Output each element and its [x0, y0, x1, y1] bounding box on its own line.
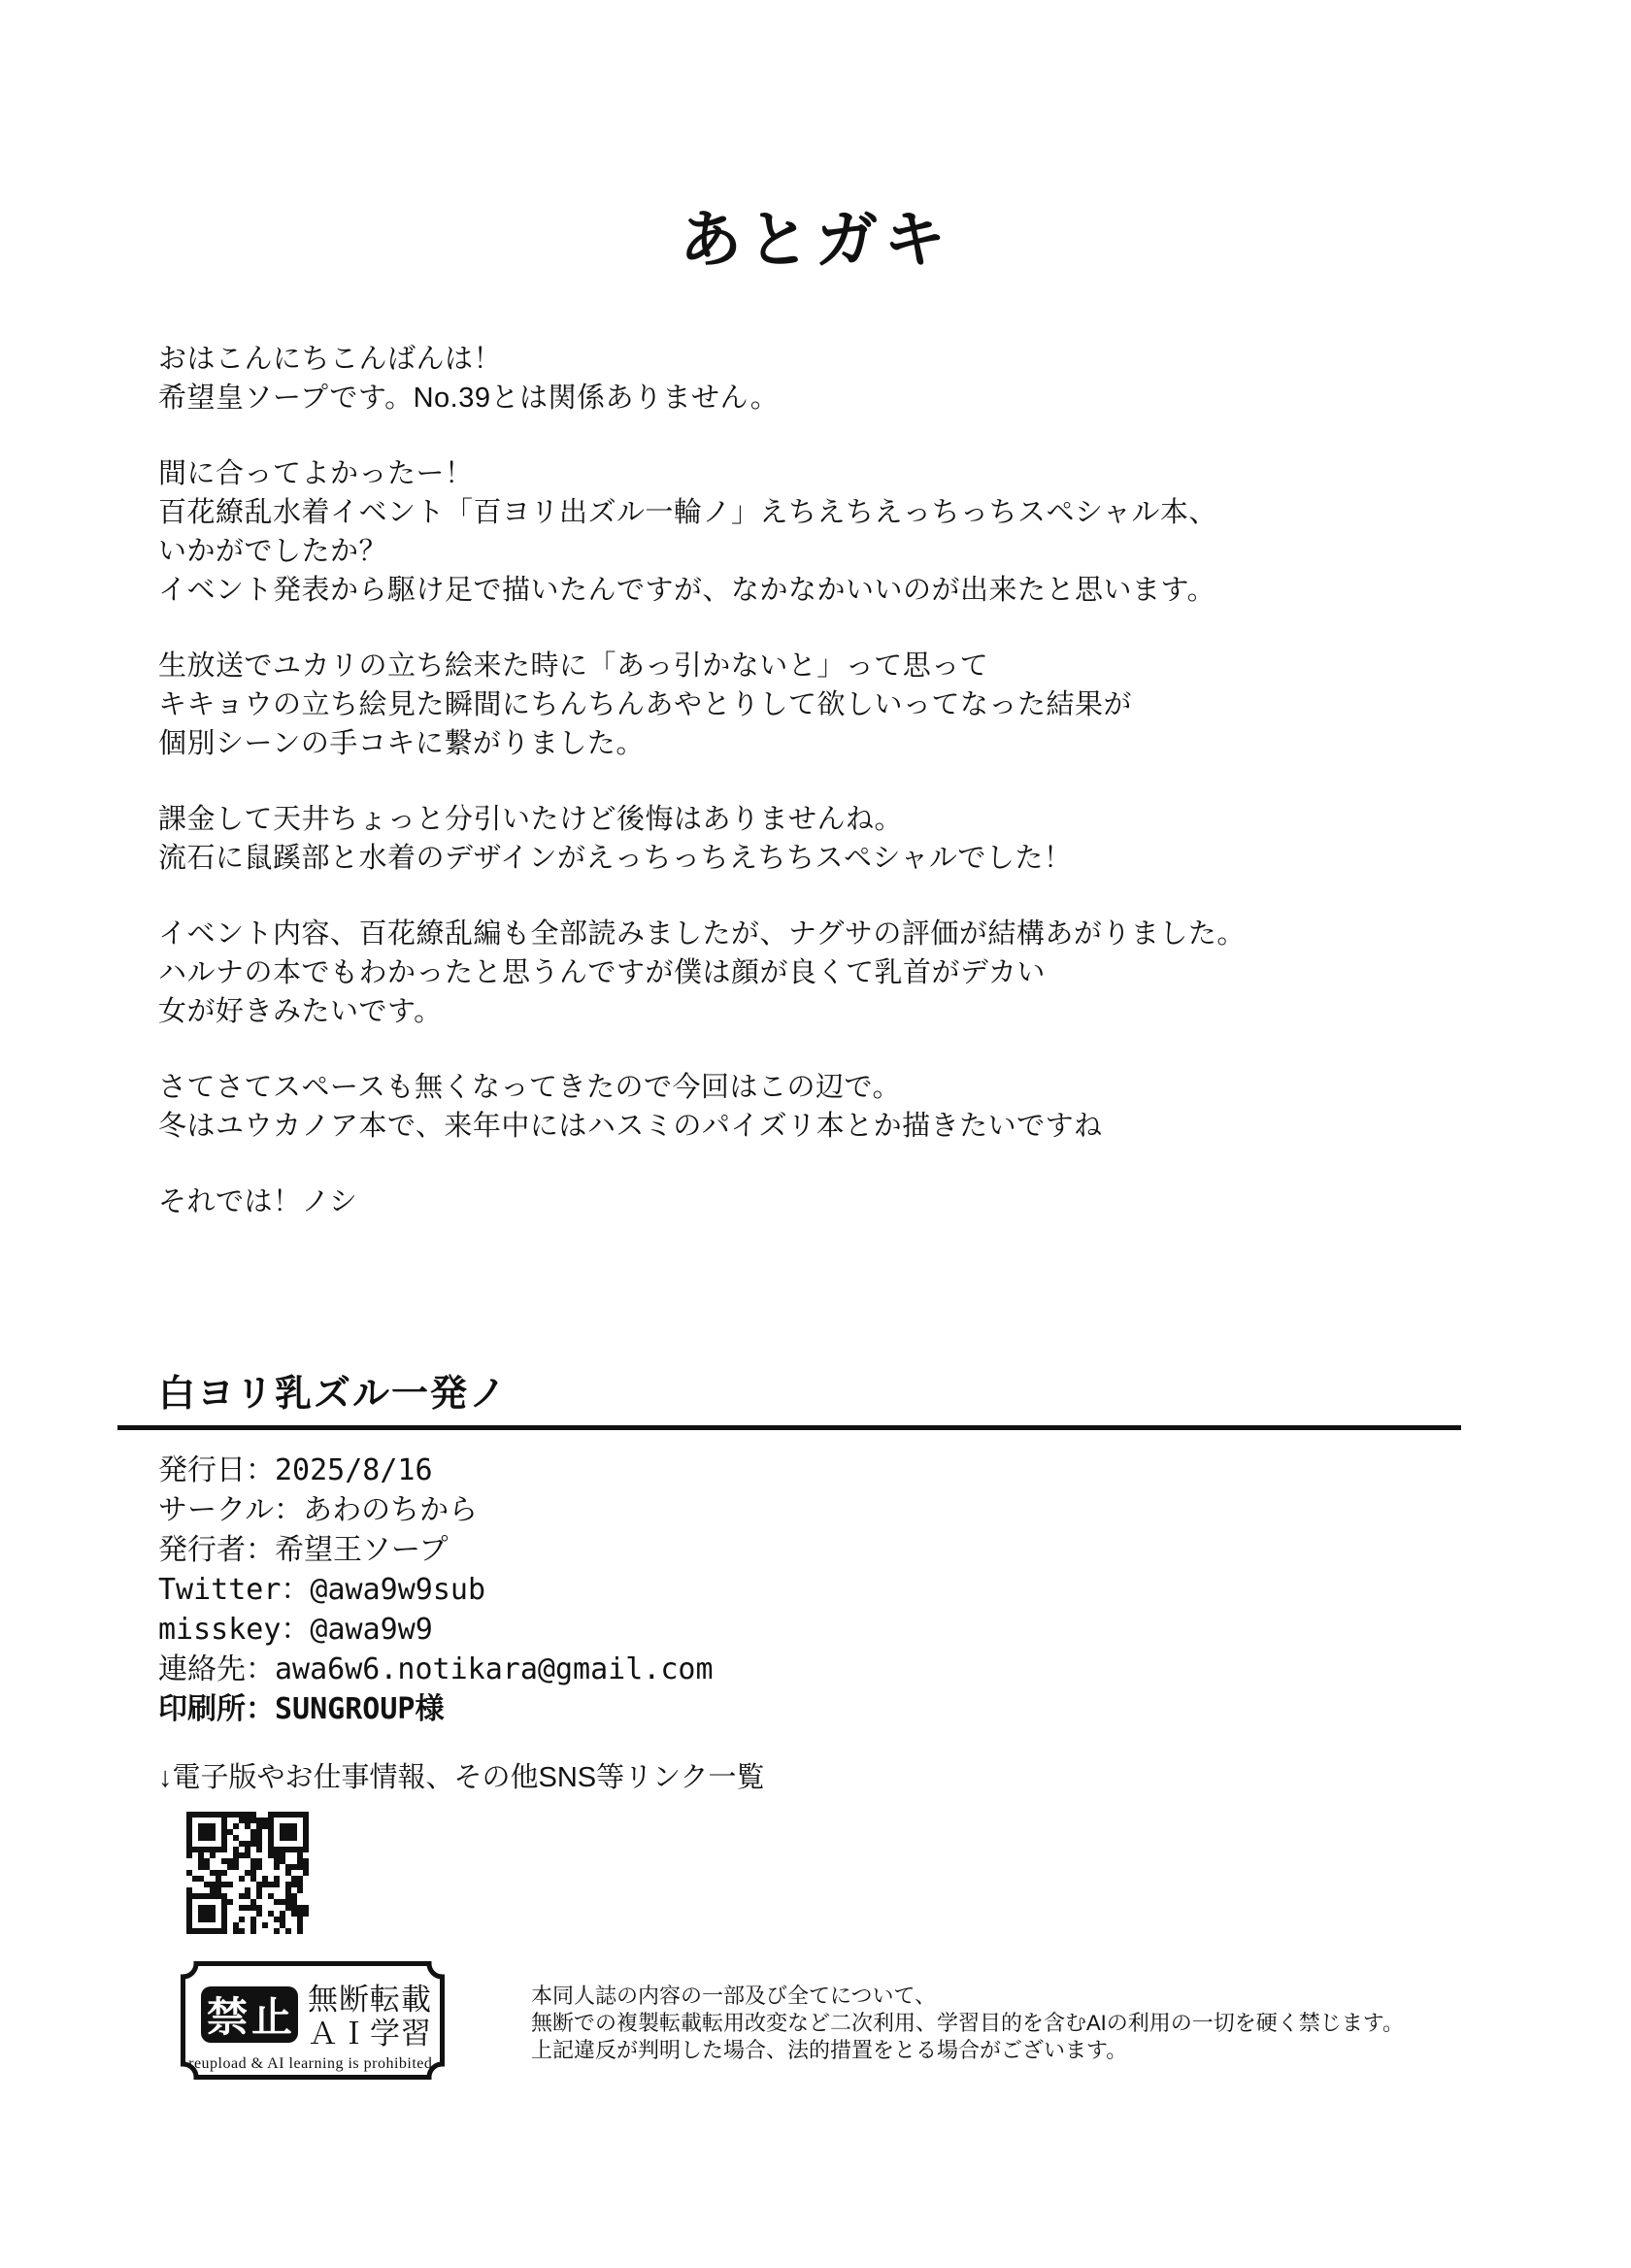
body-line: おはこんにちこんばんは！ — [158, 344, 503, 375]
disclaimer-line: 上記違反が判明した場合、法的措置をとる場合がございます。 — [531, 2038, 1128, 2062]
qr-code-icon — [186, 1812, 309, 1934]
body-line: いかがでしたか？ — [158, 536, 388, 567]
paragraph — [158, 800, 1537, 878]
stamp-text-line2: ＡＩ学習 — [308, 2017, 432, 2051]
paragraph — [158, 340, 1537, 417]
body-line: 冬はユウカノア本で、来年中にはハスミのパイズリ本とか描きたいですね — [158, 1111, 1103, 1142]
body-line: 百花繚乱水着イベント「百ヨリ出ズル一輪ノ」えちえちえっちっちスペシャル本、 — [158, 497, 1217, 528]
body-line: 生放送でユカリの立ち絵来た時に「あっ引かないと」って思って — [158, 650, 989, 682]
paragraph — [158, 454, 1537, 610]
paragraph — [158, 915, 1537, 1031]
body-line: さてさてスペースも無くなってきたので今回はこの辺で。 — [158, 1072, 901, 1103]
body-line: 女が好きみたいです。 — [158, 996, 443, 1027]
paragraph — [158, 647, 1537, 763]
paragraph — [158, 1068, 1537, 1146]
links-note: ↓電子版やお仕事情報、その他SNS等リンク一覧 — [158, 1762, 765, 1793]
colophon-line-printer: 印刷所：SUNGROUP様 — [158, 1692, 445, 1726]
disclaimer-line: 無断での複製転載転用改変など二次利用、学習目的を含むAIの利用の一切を硬く禁じます。 — [531, 2011, 1405, 2035]
colophon-line-publisher: 発行者：希望王ソープ — [158, 1533, 449, 1567]
divider-rule — [117, 1425, 1461, 1430]
afterword-body — [158, 340, 1537, 1258]
body-line: ハルナの本でもわかったと思うんですが僕は顔が良くて乳首がデカい — [158, 957, 1046, 988]
prohibition-stamp — [181, 1961, 445, 2080]
disclaimer — [531, 1983, 1599, 2064]
colophon-line-twitter: Twitter：@awa9w9sub — [158, 1573, 486, 1607]
body-line: それでは！ノシ — [158, 1186, 358, 1217]
paragraph — [158, 1183, 1537, 1221]
disclaimer-line: 本同人誌の内容の一部及び全てについて、 — [531, 1984, 937, 2008]
body-line: 課金して天井ちょっと分引いたけど後悔はありませんね。 — [158, 804, 904, 835]
body-line: イベント内容、百花繚乱編も全部読みましたが、ナグサの評価が結構あがりました。 — [158, 918, 1246, 950]
colophon-line-circle: サークル：あわのちから — [158, 1493, 479, 1527]
kinshi-badge: 禁止 — [201, 1986, 298, 2043]
body-line: 個別シーンの手コキに繋がりました。 — [158, 728, 645, 759]
colophon-line-misskey: misskey：@awa9w9 — [158, 1613, 433, 1647]
book-title: 白ヨリ乳ズル一発ノ — [158, 1374, 509, 1415]
stamp-text-line1: 無断転載 — [308, 1983, 432, 2017]
colophon — [158, 1451, 714, 1729]
body-line: 希望皇ソープです。No.39とは関係ありません。 — [158, 383, 780, 414]
stamp-caption: reupload & AI learning is prohibited. — [188, 2055, 437, 2072]
body-line: イベント発表から駆け足で描いたんですが、なかなかいいのが出来たと思います。 — [158, 575, 1216, 606]
colophon-line-contact: 連絡先：awa6w6.notikara@gmail.com — [158, 1652, 714, 1686]
body-line: 流石に鼠蹊部と水着のデザインがえっちっちえちちスペシャルでした！ — [158, 843, 1073, 874]
body-line: キキョウの立ち絵見た瞬間にちんちんあやとりして欲しいってなった結果が — [158, 689, 1133, 720]
page-title: あとガキ — [680, 205, 951, 275]
body-line: 間に合ってよかったー！ — [158, 458, 474, 489]
colophon-line-publish-date: 発行日：2025/8/16 — [158, 1453, 433, 1487]
stamp-text — [308, 1983, 434, 2051]
